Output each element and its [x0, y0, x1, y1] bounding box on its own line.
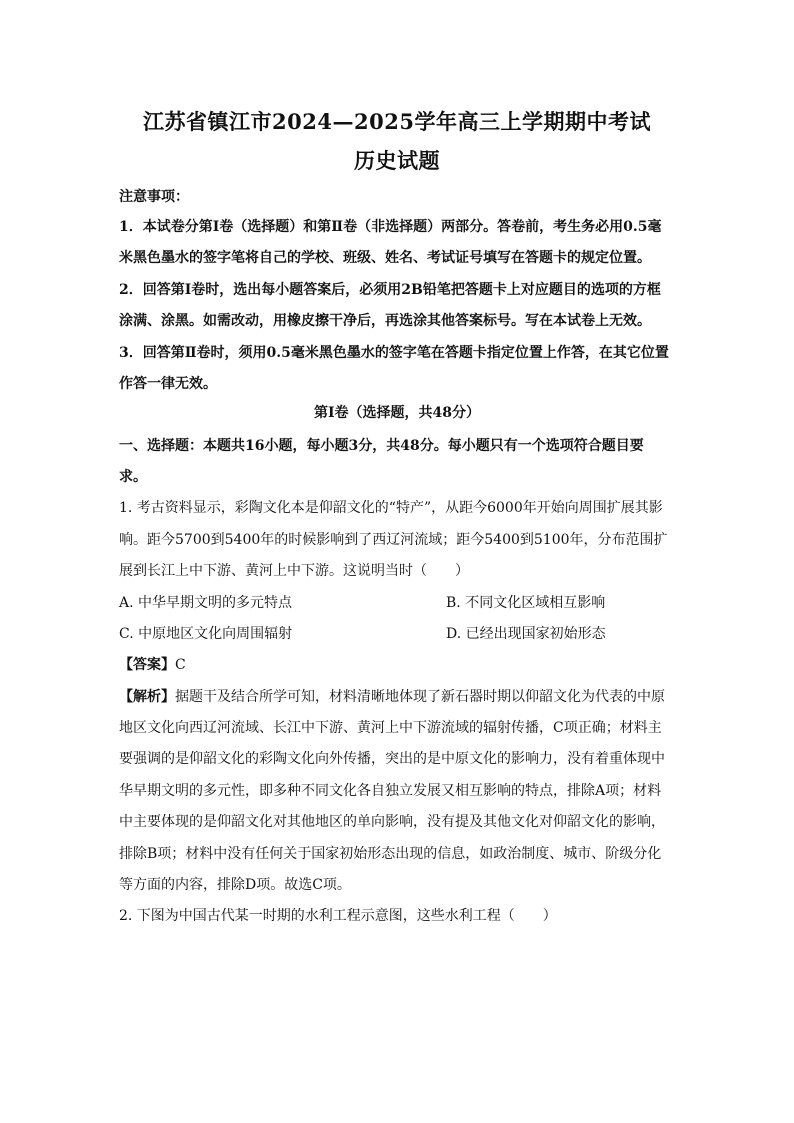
- analysis-label: 【解析】: [119, 689, 175, 705]
- question-1-stem: 1. 考古资料显示，彩陶文化本是仰韶文化的“特产”，从距今6000年开始向周围扩展其影: [119, 500, 663, 516]
- answer-line: [119, 656, 679, 674]
- exam-title: 江苏省镇江市2024—2025学年高三上学期期中考试: [143, 109, 651, 134]
- option-b: B. 不同文化区域相互影响: [446, 595, 606, 611]
- exam-subtitle: 历史试题: [354, 148, 440, 173]
- notice-line: 涂满、涂黑。如需改动，用橡皮擦干净后，再选涂其他答案标号。写在本试卷上无效。: [119, 313, 651, 329]
- analysis-line: 地区文化向西辽河流域、长江中下游、黄河上中下游流域的辐射传播，C项正确；材料主: [119, 720, 662, 736]
- notice-line: 2．回答第Ⅰ卷时，选出每小题答案后，必须用2B铅笔把答题卡上对应题目的选项的方框: [119, 282, 661, 298]
- section-title: 第Ⅰ卷（选择题，共48分）: [313, 405, 481, 421]
- analysis-line: 排除B项；材料中没有任何关于国家初始形态出现的信息，如政治制度、城市、阶级分化: [119, 846, 662, 862]
- analysis-line: [119, 688, 679, 706]
- question-1-stem: 响。距今5700到5400年的时候影响到了西辽河流域；距今5400到5100年，分布范围扩: [119, 532, 668, 548]
- notice-line: 1．本试卷分第Ⅰ卷（选择题）和第Ⅱ卷（非选择题）两部分。答卷前，考生务必用0.5毫: [119, 219, 662, 235]
- question-2-stem: 2. 下图为中国古代某一时期的水利工程示意图，这些水利工程（ ）: [119, 908, 557, 924]
- option-a: A. 中华早期文明的多元特点: [119, 595, 293, 611]
- analysis-line: 华早期文明的多元性，即多种不同文化各自独立发展又相互影响的特点，排除A项；材料: [119, 783, 662, 799]
- option-d: D. 已经出现国家初始形态: [446, 626, 606, 642]
- analysis-text: 据题干及结合所学可知，材料清晰地体现了新石器时期以仰韶文化为代表的中原: [175, 689, 665, 705]
- analysis-line: 中主要体现的是仰韶文化对其他地区的单向影响，没有提及其他文化对仰韶文化的影响，: [119, 814, 665, 830]
- analysis-line: 等方面的内容，排除D项。故选C项。: [119, 877, 351, 893]
- answer-value: C: [175, 657, 186, 673]
- notice-heading: 注意事项：: [119, 189, 189, 205]
- option-c: C. 中原地区文化向周围辐射: [119, 626, 293, 642]
- analysis-line: 要强调的是仰韶文化的彩陶文化向外传播，突出的是中原文化的影响力，没有着重体现中: [119, 751, 665, 767]
- notice-line: 米黑色墨水的签字笔将自己的学校、班级、姓名、考试证号填写在答题卡的规定位置。: [119, 250, 651, 266]
- notice-line: 3．回答第Ⅱ卷时，须用0.5毫米黑色墨水的签字笔在答题卡指定位置上作答，在其它位置: [119, 345, 669, 361]
- answer-label: 【答案】: [119, 657, 175, 673]
- notice-line: 作答一律无效。: [119, 376, 217, 392]
- section-instruction: 一、选择题：本题共16小题，每小题3分，共48分。每小题只有一个选项符合题目要: [119, 438, 644, 454]
- section-instruction: 求。: [119, 469, 147, 485]
- question-1-stem: 展到长江上中下游、黄河上中下游。这说明当时（ ）: [119, 563, 469, 579]
